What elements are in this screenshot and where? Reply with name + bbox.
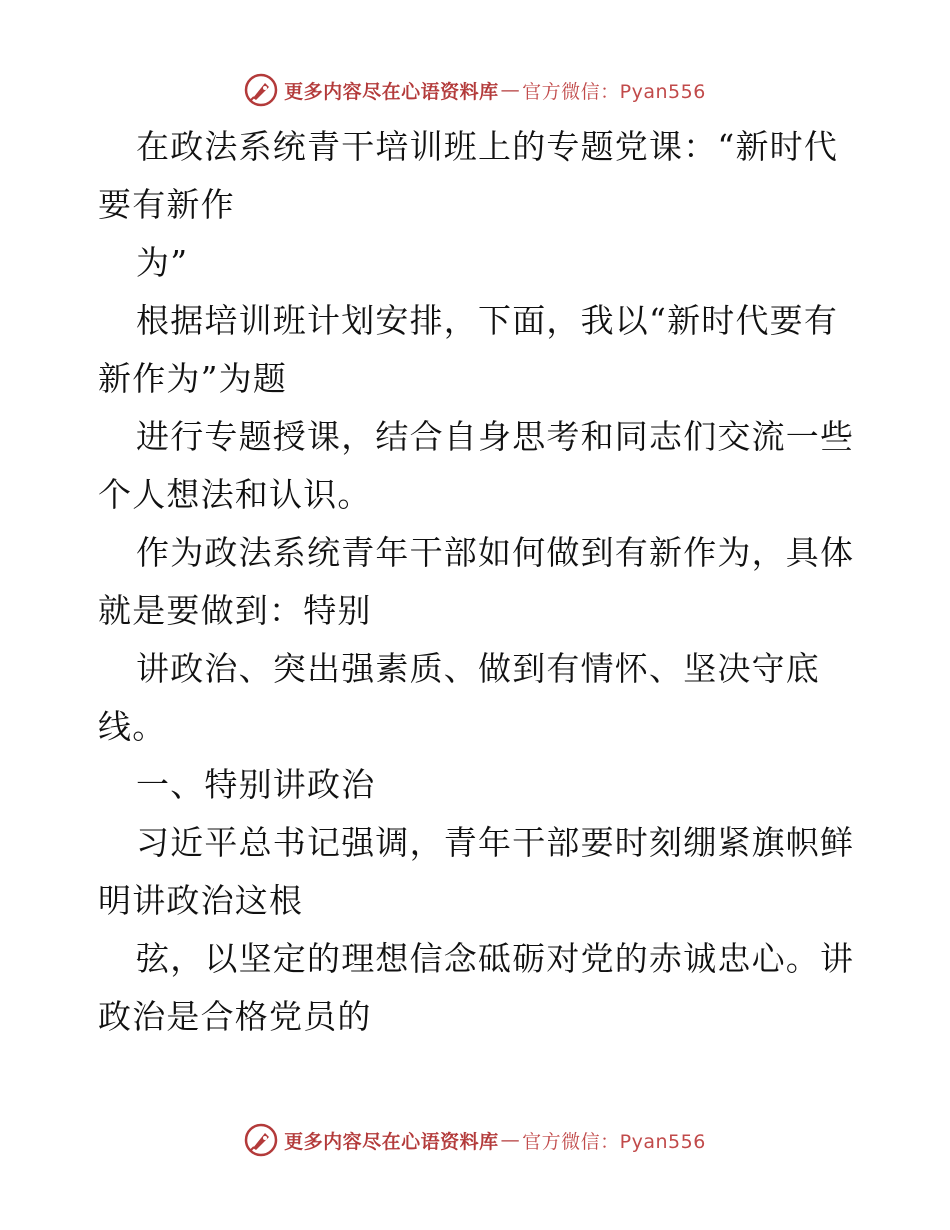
title-line-2: 要有新作 xyxy=(98,185,235,224)
paragraph-line: 作为政法系统青年干部如何做到有新作为，具体 xyxy=(136,533,855,572)
title-line-3: 为” xyxy=(136,243,189,282)
title-line-1: 在政法系统青干培训班上的专题党课：“新时代 xyxy=(136,127,839,166)
paragraph-line: 习近平总书记强调，青年干部要时刻绷紧旗帜鲜 xyxy=(136,823,855,862)
paragraph-line: 进行专题授课，结合自身思考和同志们交流一些 xyxy=(136,417,855,456)
banner-separator: — xyxy=(500,1129,521,1151)
paragraph-line: 明讲政治这根 xyxy=(98,881,304,920)
paragraph-line: 根据培训班计划安排，下面，我以“新时代要有 xyxy=(136,301,839,340)
paragraph-line: 个人想法和认识。 xyxy=(98,475,372,514)
document-body xyxy=(98,118,858,1046)
banner-separator: — xyxy=(500,79,521,101)
pen-nib-icon xyxy=(244,73,278,107)
banner-wechat: 官方微信：Pyan556 xyxy=(522,1130,706,1153)
pen-nib-icon xyxy=(244,1123,278,1157)
paragraph-line: 讲政治、突出强素质、做到有情怀、坚决守底 xyxy=(136,649,820,688)
paragraph-line: 就是要做到：特别 xyxy=(98,591,372,630)
paragraph-line: 线。 xyxy=(98,707,167,746)
section-heading: 一、特别讲政治 xyxy=(136,765,376,804)
banner-text: 更多内容尽在心语资料库 xyxy=(284,80,499,103)
paragraph-line: 弦，以坚定的理想信念砥砺对党的赤诚忠心。讲 xyxy=(136,939,855,978)
header-banner xyxy=(0,70,950,110)
banner-wechat: 官方微信：Pyan556 xyxy=(522,80,706,103)
paragraph-line: 新作为”为题 xyxy=(98,359,288,398)
footer-banner xyxy=(0,1120,950,1160)
banner-text: 更多内容尽在心语资料库 xyxy=(284,1130,499,1153)
paragraph-line: 政治是合格党员的 xyxy=(98,997,372,1036)
